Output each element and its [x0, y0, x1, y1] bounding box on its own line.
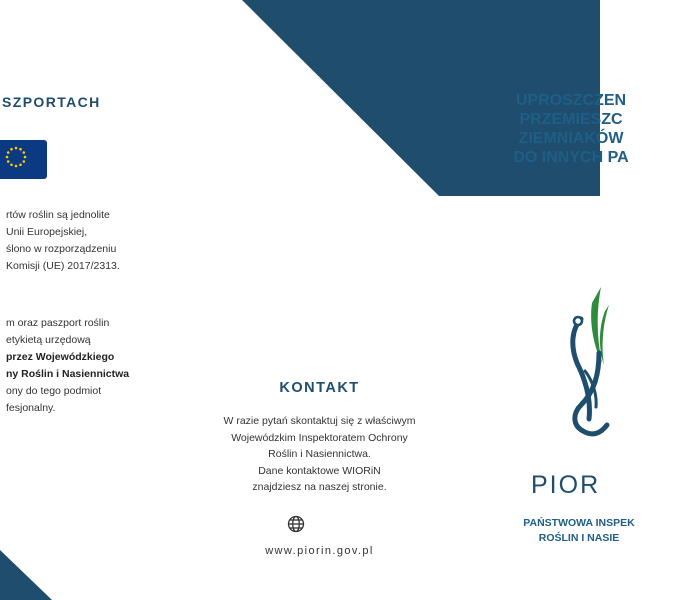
- website-link[interactable]: www.piorin.gov.pl: [265, 545, 374, 557]
- text-line: m oraz paszport roślin: [6, 317, 110, 329]
- corner-triangle-decoration: [0, 550, 52, 600]
- text-line: ony do tego podmiot: [6, 385, 102, 397]
- text-line: Dane kontaktowe WIORiN: [258, 464, 381, 477]
- section-heading: SZPORTACH: [2, 94, 101, 110]
- globe-icon: [287, 515, 305, 533]
- cover-title: [471, 91, 671, 167]
- leaflet-middle-panel: [200, 0, 439, 600]
- text-line: W razie pytań skontaktuj się z właściwym: [223, 415, 416, 427]
- text-line: rtów roślin są jednolite: [6, 209, 110, 221]
- institution-name: [479, 516, 679, 546]
- piorin-logo-text: PIOR: [531, 471, 601, 499]
- text-line: Roślin i Nasiennictwa.: [268, 448, 371, 460]
- text-line: fesjonalny.: [6, 402, 56, 414]
- passport-issuer-text: [6, 315, 129, 417]
- text-line: Komisji (UE) 2017/2313.: [6, 260, 120, 272]
- title-line: PRZEMIESZC: [519, 111, 623, 128]
- institution-line: PAŃSTWOWA INSPEK: [523, 517, 635, 529]
- institution-line: ROŚLIN I NASIE: [538, 532, 620, 544]
- title-line: ZIEMNIAKÓW: [518, 130, 624, 147]
- text-line: ślono w rozporządzeniu: [6, 243, 117, 255]
- text-line: znajdziesz na naszej stronie.: [252, 481, 387, 493]
- text-line-bold: ny Roślin i Nasiennictwa: [6, 368, 130, 380]
- title-line: UPROSZCZEN: [515, 92, 627, 109]
- eu-regulation-text: [6, 207, 120, 275]
- text-line: Wojewódzkim Inspektoratem Ochrony: [231, 431, 408, 444]
- text-line: Unii Europejskiej,: [6, 226, 88, 238]
- piorin-wheat-logo-icon: [569, 283, 609, 461]
- text-line: etykietą urzędową: [6, 334, 91, 346]
- contact-heading: KONTAKT: [279, 380, 360, 396]
- leaflet-left-panel: [0, 0, 200, 600]
- eu-flag-icon: [0, 140, 47, 179]
- text-line-bold: przez Wojewódzkiego: [6, 351, 115, 363]
- leaflet-cover-panel: [439, 0, 635, 600]
- title-line: DO INNYCH PA: [513, 149, 629, 166]
- top-triangle-decoration: [242, 0, 439, 196]
- contact-text: [200, 413, 439, 496]
